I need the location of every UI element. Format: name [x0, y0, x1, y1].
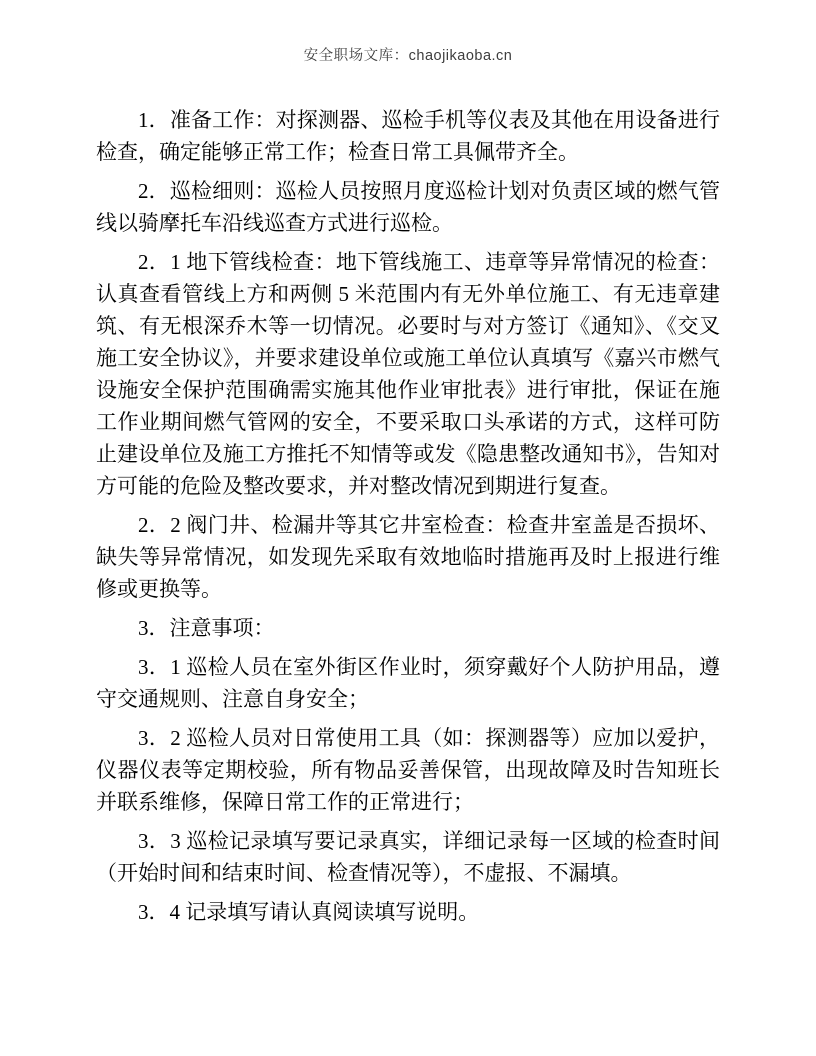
paragraph-note-tools: 3．2 巡检人员对日常使用工具（如：探测器等）应加以爱护，仪器仪表等定期校验，所有物品妥善保管，出现故障及时告知班长并联系维修，保障日常工作的正常进行； [96, 726, 720, 814]
paragraph-note-records: 3．3 巡检记录填写要记录真实，详细记录每一区域的检查时间（开始时间和结束时间、检查情况等），不虚报、不漏填。 [96, 829, 720, 885]
site-watermark: 安全职场文库：chaojikaoba.cn [303, 48, 513, 64]
paragraph-note-safety: 3．1 巡检人员在室外街区作业时，须穿戴好个人防护用品，遵守交通规则、注意自身安全； [96, 655, 720, 711]
document-body [96, 104, 720, 928]
paragraph-underground-pipeline-check: 2．1 地下管线检查：地下管线施工、违章等异常情况的检查：认真查看管线上方和两侧 5 米范围内有无外单位施工、有无违章建筑、有无根深乔木等一切情况。必要时与对方签订《通知》、《交叉施工安全协议》，并要求建设单位或施工单位认真填写《嘉兴市燃气设施安全保护范围确需实施其他作业审批表》进行审批，保证在施工作业期间燃气管网的安全，不要采取口头承诺的方式，这样可防止建设单位及施工方推托不知情等或发《隐患整改通知书》，告知对方可能的危险及整改要求，并对整改情况到期进行复查。 [96, 250, 720, 498]
paragraph-inspection-rules: 2．巡检细则：巡检人员按照月度巡检计划对负责区域的燃气管线以骑摩托车沿线巡查方式进行巡检。 [96, 179, 720, 235]
paragraph-preparation: 1．准备工作：对探测器、巡检手机等仪表及其他在用设备进行检查，确定能够正常工作；检查日常工具佩带齐全。 [96, 108, 720, 164]
paragraph-note-read-instructions: 3．4 记录填写请认真阅读填写说明。 [138, 900, 480, 924]
paragraph-valve-well-check: 2．2 阀门井、检漏井等其它井室检查：检查井室盖是否损坏、缺失等异常情况，如发现先采取有效地临时措施再及时上报进行维修或更换等。 [96, 513, 720, 601]
paragraph-notes-heading: 3．注意事项： [138, 616, 275, 640]
